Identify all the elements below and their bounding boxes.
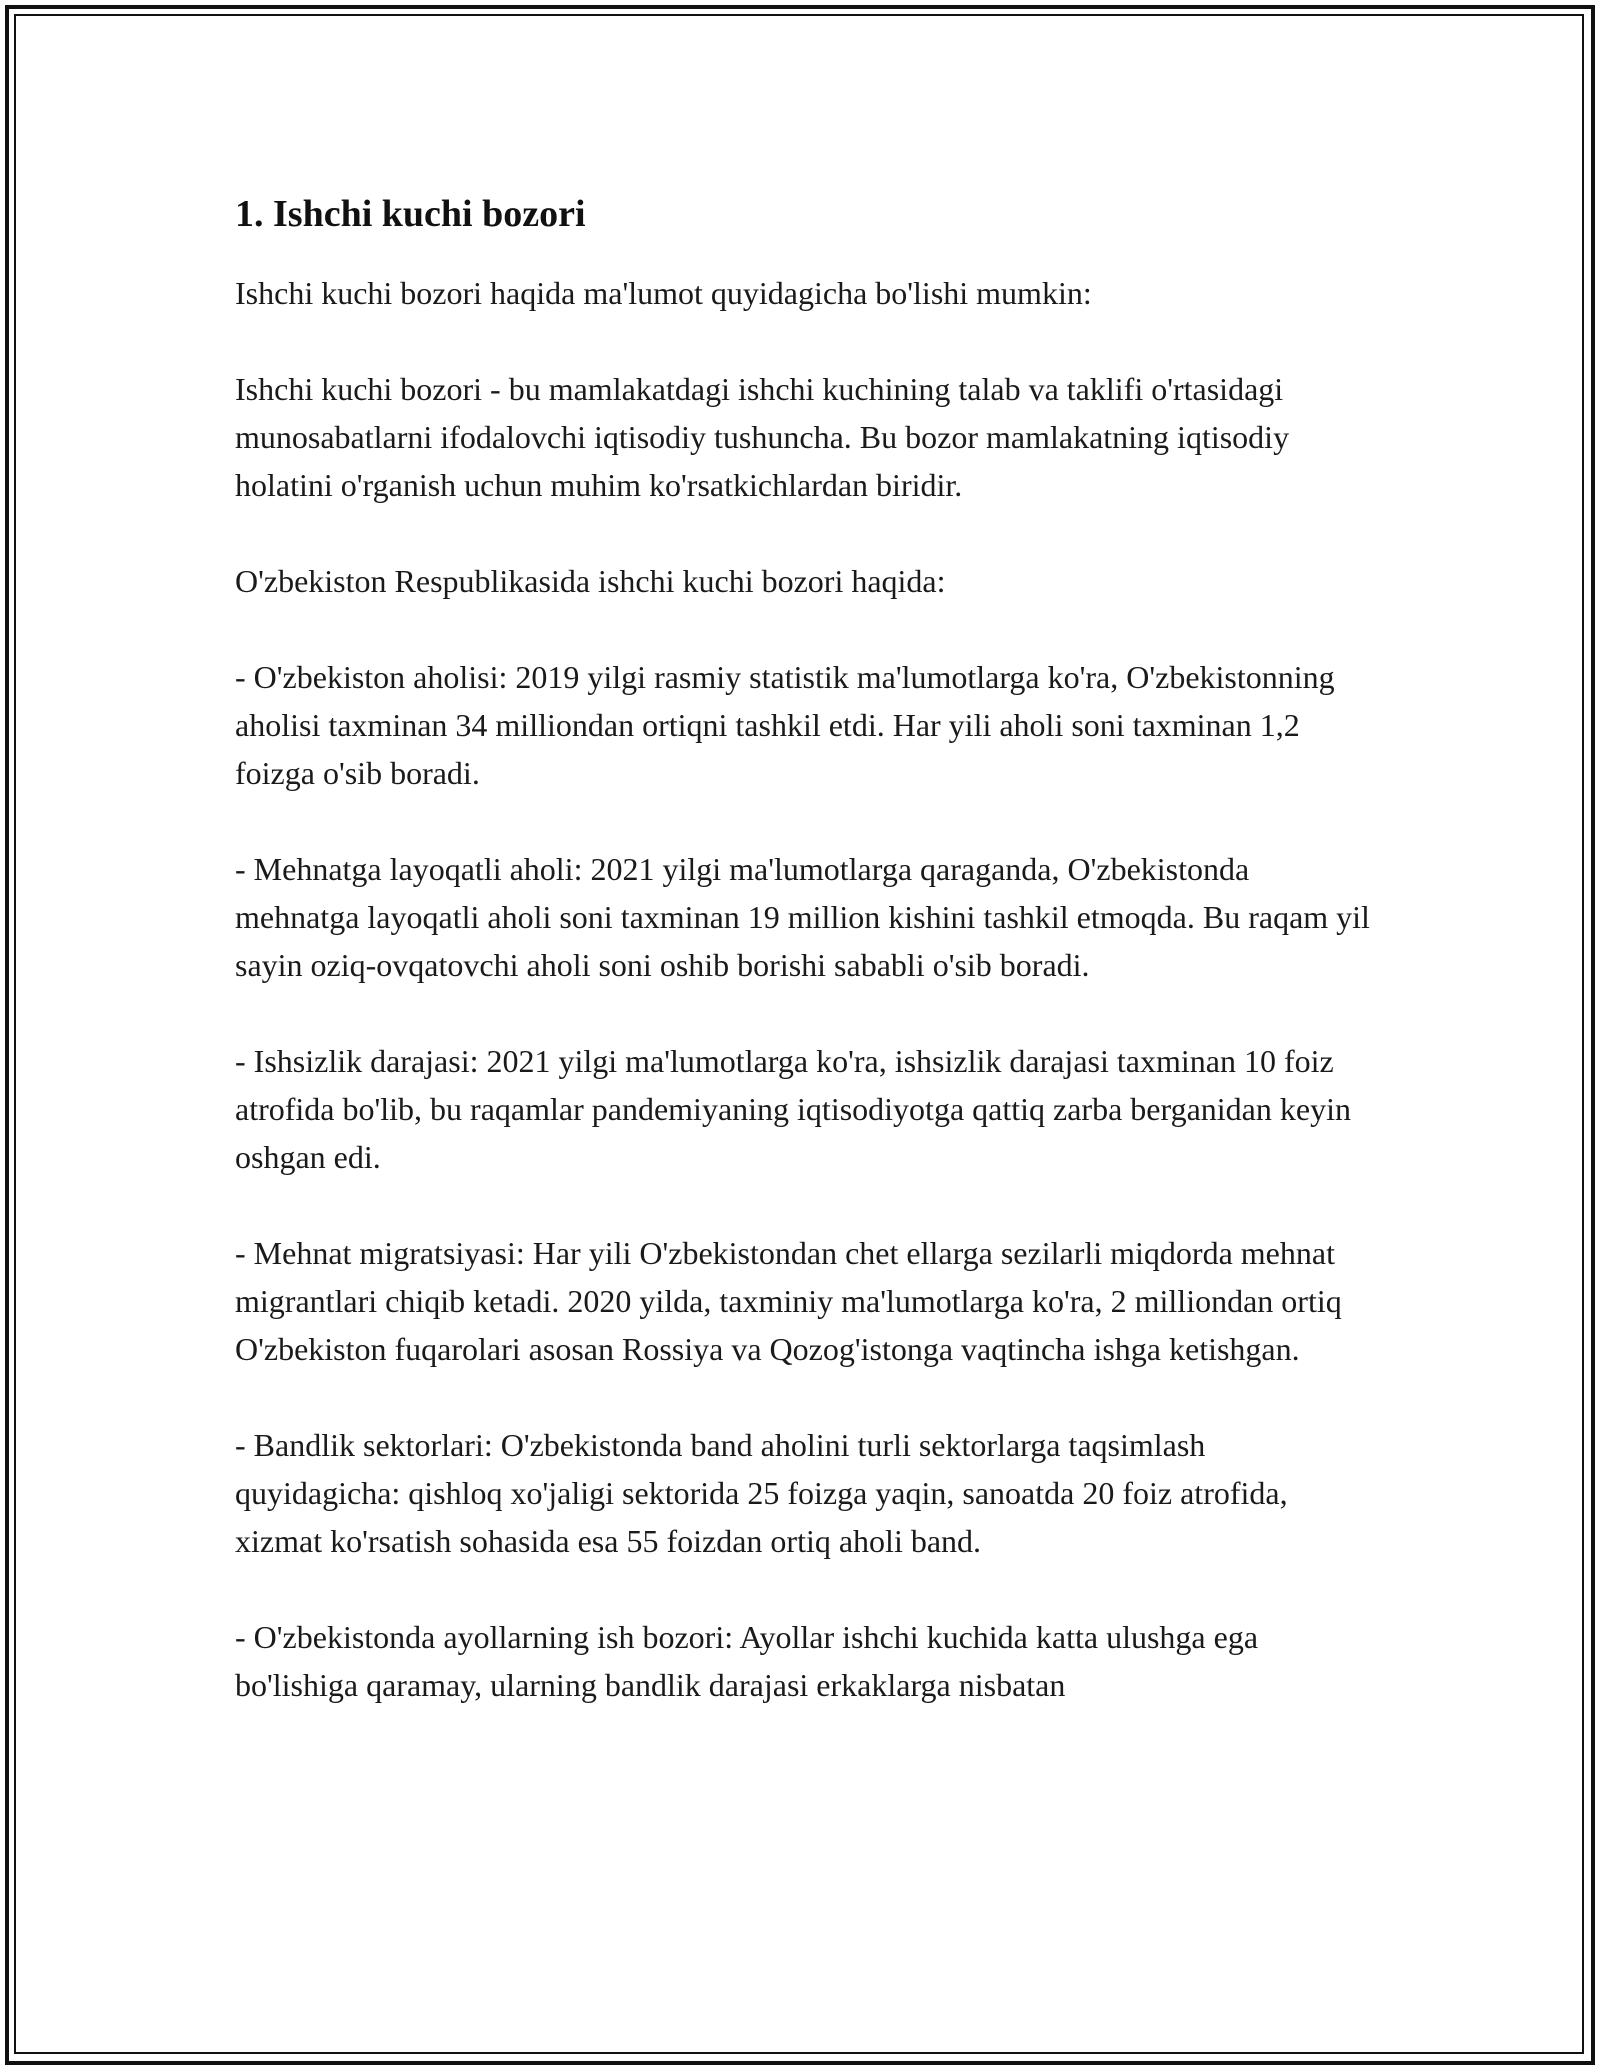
definition-paragraph: Ishchi kuchi bozori - bu mamlakatdagi ishchi kuchining talab va taklifi o'rtasidagi munosabatlarni ifodalovchi iqtisodiy tushuncha. Bu bozor mamlakatning iqtisodiy holatini o'rganish uchun muhim ko'rsatkichlardan biridir. <box>235 371 1290 503</box>
intro-paragraph: Ishchi kuchi bozori haqida ma'lumot quyidagicha bo'lishi mumkin: <box>235 275 1092 311</box>
section-heading: 1. Ishchi kuchi bozori <box>235 193 586 235</box>
labor-migration-item: - Mehnat migratsiyasi: Har yili O'zbekistondan chet ellarga sezilarli miqdorda mehnat migrantlari chiqib ketadi. 2020 yilda, taxminiy ma'lumotlarga ko'ra, 2 milliondan ortiq O'zbekiston fuqarolari asosan Rossiya va Qozog'istonga vaqtincha ishga ketishgan. <box>235 1235 1342 1367</box>
document-body <box>235 188 1375 1757</box>
subsection-intro-paragraph: O'zbekiston Respublikasida ishchi kuchi bozori haqida: <box>235 563 946 599</box>
population-item: - O'zbekiston aholisi: 2019 yilgi rasmiy statistik ma'lumotlarga ko'ra, O'zbekistonning aholisi taxminan 34 milliondan ortiqni tashkil etdi. Har yili aholi soni taxminan 1,2 foizga o'sib boradi. <box>235 659 1335 791</box>
women-labor-market-item: - O'zbekistonda ayollarning ish bozori: Ayollar ishchi kuchida katta ulushga ega bo'lishiga qaramay, ularning bandlik darajasi erkaklarga nisbatan <box>235 1619 1259 1703</box>
employment-sectors-item: - Bandlik sektorlari: O'zbekistonda band aholini turli sektorlarga taqsimlash quyidagicha: qishloq xo'jaligi sektorida 25 foizga yaqin, sanoatda 20 foiz atrofida, xizmat ko'rsatish sohasida esa 55 foizdan ortiq aholi band. <box>235 1427 1288 1559</box>
working-age-population-item: - Mehnatga layoqatli aholi: 2021 yilgi ma'lumotlarga qaraganda, O'zbekistonda mehnatga layoqatli aholi soni taxminan 19 million kishini tashkil etmoqda. Bu raqam yil sayin oziq-ovqatovchi aholi soni oshib borishi sababli o'sib boradi. <box>235 851 1370 983</box>
unemployment-item: - Ishsizlik darajasi: 2021 yilgi ma'lumotlarga ko'ra, ishsizlik darajasi taxminan 10 foiz atrofida bo'lib, bu raqamlar pandemiyaning iqtisodiyotga qattiq zarba berganidan keyin oshgan edi. <box>235 1043 1351 1175</box>
